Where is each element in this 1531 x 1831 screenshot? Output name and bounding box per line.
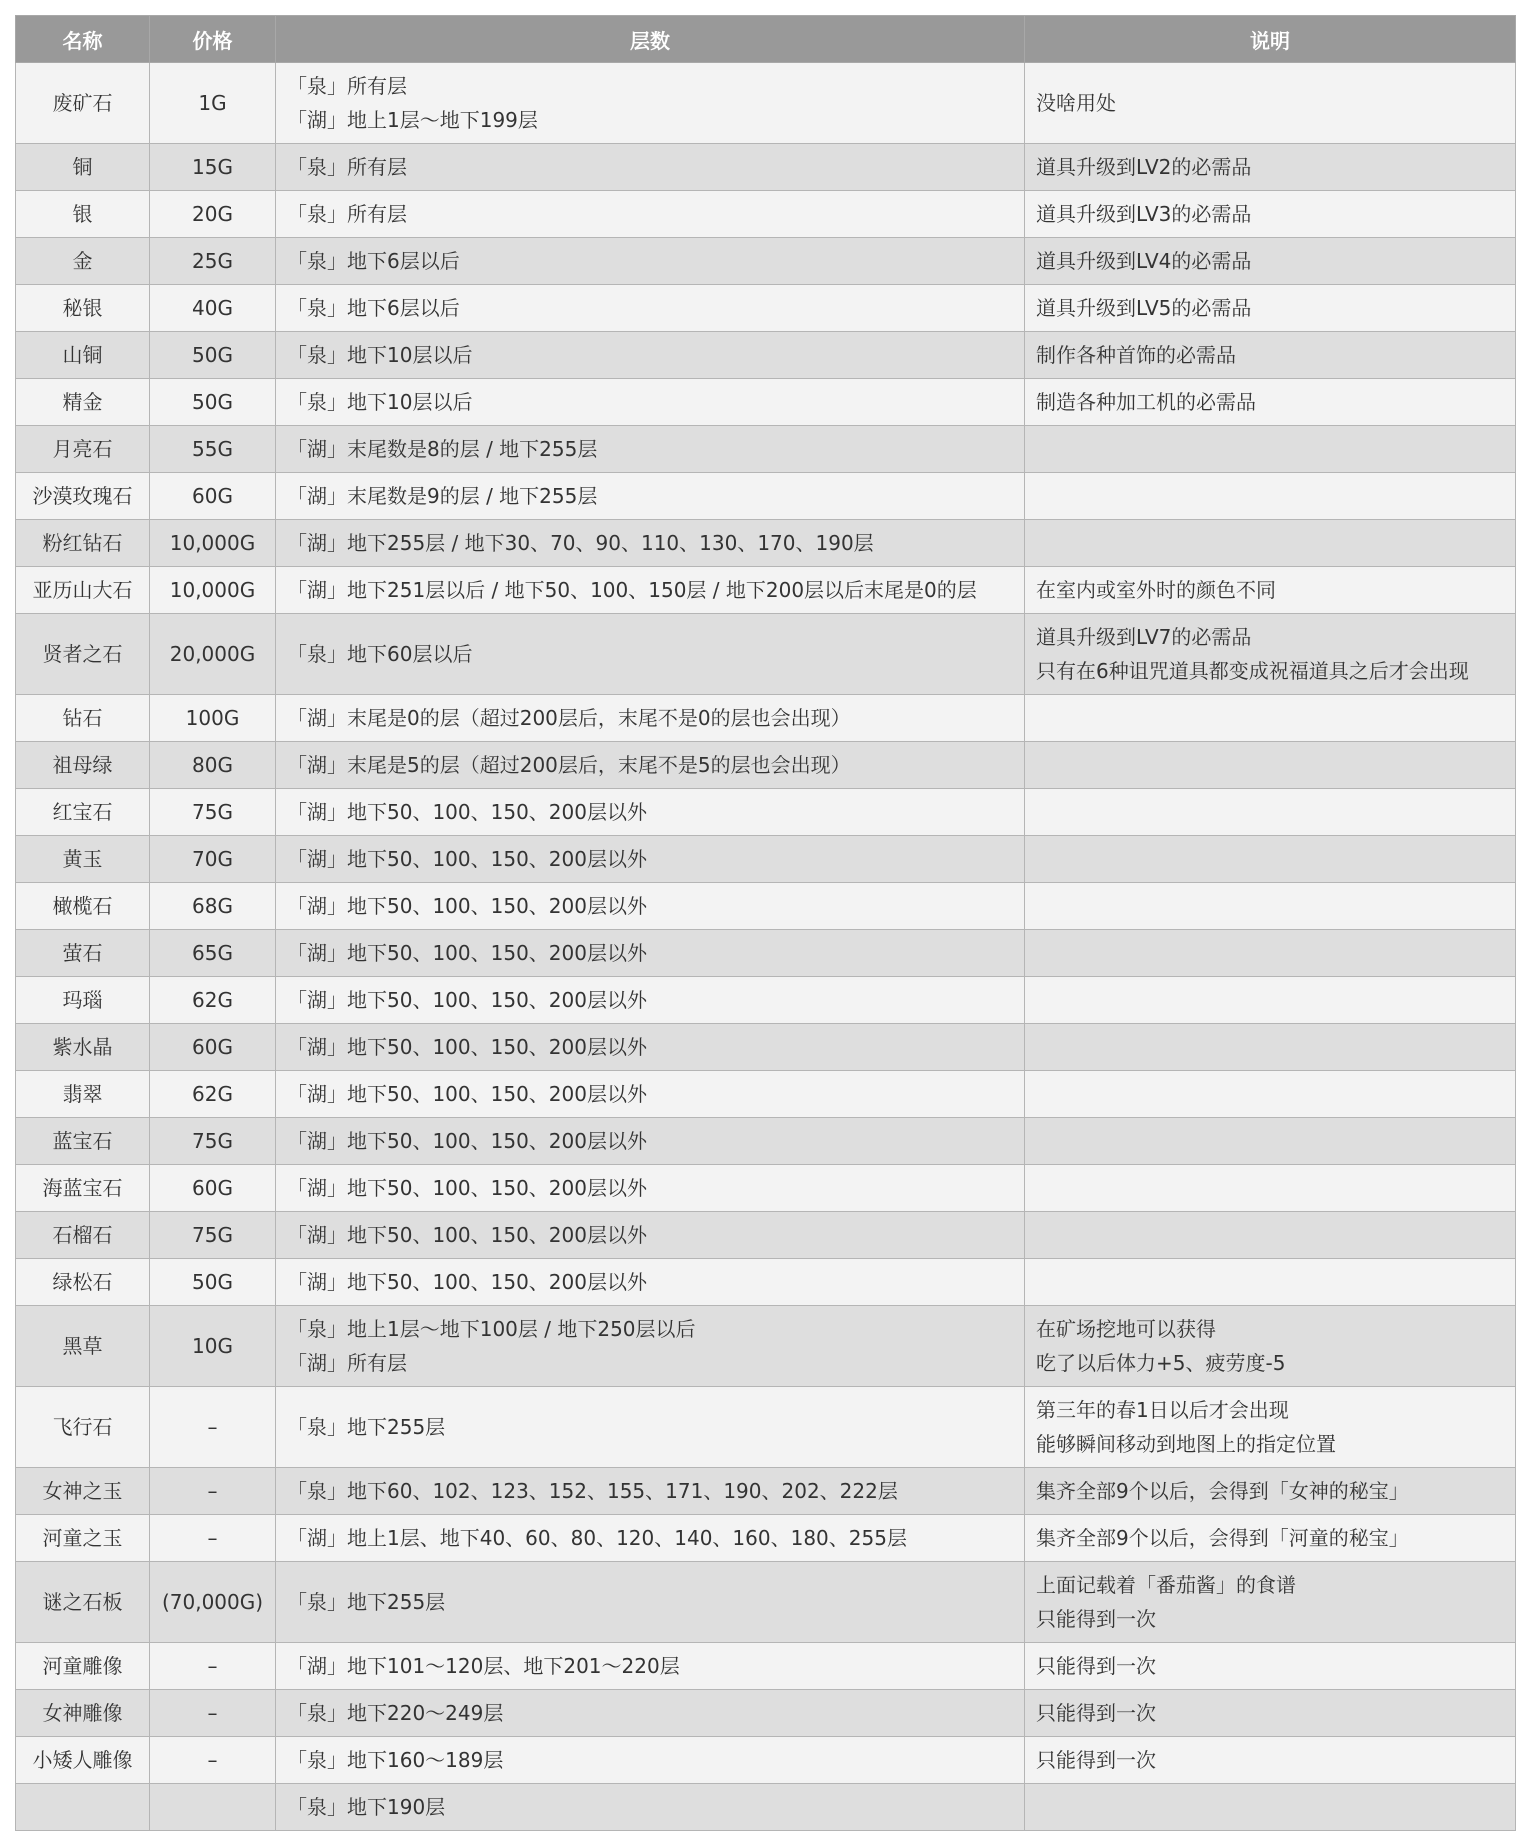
cell-floors — [276, 1690, 1025, 1737]
header-note: 说明 — [1025, 16, 1516, 63]
cell-floors — [276, 379, 1025, 426]
table-row — [16, 1562, 1516, 1643]
note-line: 制作各种首饰的必需品 — [1036, 343, 1236, 367]
floors-line: 「湖」地下50、100、150、200层以外 — [287, 988, 647, 1012]
floors-line: 「湖」所有层 — [287, 1351, 407, 1375]
cell-price: (70,000G) — [150, 1562, 276, 1643]
note-line: 上面记载着「番茄酱」的食谱 — [1036, 1573, 1296, 1597]
floors-line: 「泉」地下160～189层 — [287, 1748, 504, 1772]
cell-price: 75G — [150, 1212, 276, 1259]
cell-floors — [276, 1784, 1025, 1831]
cell-note — [1025, 930, 1516, 977]
table-row — [16, 836, 1516, 883]
cell-floors — [276, 742, 1025, 789]
table-row — [16, 789, 1516, 836]
cell-name: 女神雕像 — [16, 1690, 150, 1737]
note-line: 道具升级到LV3的必需品 — [1036, 202, 1252, 226]
floors-line: 「湖」地下50、100、150、200层以外 — [287, 1035, 647, 1059]
cell-floors — [276, 144, 1025, 191]
table-container — [15, 15, 1515, 1831]
cell-name: 小矮人雕像 — [16, 1737, 150, 1784]
table-row — [16, 1118, 1516, 1165]
cell-floors — [276, 1737, 1025, 1784]
floors-line: 「湖」地下50、100、150、200层以外 — [287, 894, 647, 918]
floors-line: 「泉」地下255层 — [287, 1590, 446, 1614]
cell-floors — [276, 1024, 1025, 1071]
cell-note — [1025, 742, 1516, 789]
note-line: 只能得到一次 — [1036, 1701, 1156, 1725]
floors-line: 「湖」地下50、100、150、200层以外 — [287, 1082, 647, 1106]
cell-note — [1025, 1387, 1516, 1468]
floors-line: 「湖」地上1层、地下40、60、80、120、140、160、180、255层 — [287, 1526, 907, 1550]
floors-line: 「湖」末尾是0的层（超过200层后，末尾不是0的层也会出现） — [287, 706, 851, 730]
cell-floors — [276, 930, 1025, 977]
cell-name: 蓝宝石 — [16, 1118, 150, 1165]
table-row — [16, 930, 1516, 977]
cell-price: 50G — [150, 1259, 276, 1306]
table-row — [16, 614, 1516, 695]
cell-name: 河童雕像 — [16, 1643, 150, 1690]
floors-line: 「泉」地下6层以后 — [287, 296, 460, 320]
cell-floors — [276, 1118, 1025, 1165]
floors-line: 「湖」末尾是5的层（超过200层后，末尾不是5的层也会出现） — [287, 753, 851, 777]
cell-name: 飞行石 — [16, 1387, 150, 1468]
floors-line: 「泉」地下255层 — [287, 1415, 446, 1439]
cell-note — [1025, 1024, 1516, 1071]
floors-line: 「湖」地下50、100、150、200层以外 — [287, 1176, 647, 1200]
cell-note — [1025, 1737, 1516, 1784]
cell-note — [1025, 473, 1516, 520]
cell-floors — [276, 977, 1025, 1024]
cell-name: 秘银 — [16, 285, 150, 332]
note-line: 吃了以后体力+5、疲劳度-5 — [1036, 1351, 1286, 1375]
table-row — [16, 520, 1516, 567]
cell-note — [1025, 695, 1516, 742]
cell-note — [1025, 1468, 1516, 1515]
header-floors: 层数 — [276, 16, 1025, 63]
cell-note — [1025, 1562, 1516, 1643]
floors-line: 「湖」末尾数是8的层 / 地下255层 — [287, 437, 598, 461]
floors-line: 「湖」地下50、100、150、200层以外 — [287, 847, 647, 871]
floors-line: 「湖」地下50、100、150、200层以外 — [287, 1270, 647, 1294]
table-row — [16, 473, 1516, 520]
table-row — [16, 238, 1516, 285]
cell-name: 红宝石 — [16, 789, 150, 836]
floors-line: 「湖」地下50、100、150、200层以外 — [287, 1129, 647, 1153]
cell-name: 谜之石板 — [16, 1562, 150, 1643]
cell-floors — [276, 836, 1025, 883]
cell-note — [1025, 977, 1516, 1024]
floors-line: 「泉」所有层 — [287, 202, 407, 226]
cell-name: 钻石 — [16, 695, 150, 742]
floors-line: 「湖」地上1层～地下199层 — [287, 108, 538, 132]
table-row — [16, 977, 1516, 1024]
table-row — [16, 191, 1516, 238]
cell-price: 15G — [150, 144, 276, 191]
table-row — [16, 332, 1516, 379]
cell-floors — [276, 789, 1025, 836]
floors-line: 「泉」地下220～249层 — [287, 1701, 504, 1725]
cell-note — [1025, 1690, 1516, 1737]
cell-price: 100G — [150, 695, 276, 742]
table-row — [16, 285, 1516, 332]
cell-note — [1025, 426, 1516, 473]
cell-note — [1025, 1212, 1516, 1259]
cell-name: 金 — [16, 238, 150, 285]
cell-price — [150, 1784, 276, 1831]
cell-note — [1025, 567, 1516, 614]
cell-note — [1025, 1165, 1516, 1212]
table-row — [16, 1643, 1516, 1690]
note-line: 道具升级到LV2的必需品 — [1036, 155, 1252, 179]
cell-price: – — [150, 1387, 276, 1468]
cell-price: 60G — [150, 1024, 276, 1071]
table-row — [16, 1306, 1516, 1387]
cell-note — [1025, 1071, 1516, 1118]
cell-note — [1025, 1259, 1516, 1306]
cell-price: – — [150, 1690, 276, 1737]
note-line: 没啥用处 — [1036, 91, 1116, 115]
cell-name: 河童之玉 — [16, 1515, 150, 1562]
note-line: 集齐全部9个以后，会得到「女神的秘宝」 — [1036, 1479, 1409, 1503]
cell-name: 黄玉 — [16, 836, 150, 883]
cell-note — [1025, 614, 1516, 695]
floors-line: 「泉」地下6层以后 — [287, 249, 460, 273]
cell-price: 10,000G — [150, 520, 276, 567]
table-row — [16, 1690, 1516, 1737]
note-line: 只能得到一次 — [1036, 1607, 1156, 1631]
cell-price: 20,000G — [150, 614, 276, 695]
cell-note — [1025, 63, 1516, 144]
floors-line: 「湖」地下255层 / 地下30、70、90、110、130、170、190层 — [287, 531, 874, 555]
cell-price: 1G — [150, 63, 276, 144]
cell-price: 10G — [150, 1306, 276, 1387]
note-line: 集齐全部9个以后，会得到「河童的秘宝」 — [1036, 1526, 1409, 1550]
table-row — [16, 742, 1516, 789]
cell-name: 银 — [16, 191, 150, 238]
cell-floors — [276, 285, 1025, 332]
cell-price: – — [150, 1515, 276, 1562]
floors-line: 「泉」地上1层～地下100层 / 地下250层以后 — [287, 1317, 696, 1341]
cell-price: 75G — [150, 789, 276, 836]
cell-note — [1025, 238, 1516, 285]
cell-note — [1025, 789, 1516, 836]
table-row — [16, 1784, 1516, 1831]
cell-floors — [276, 1306, 1025, 1387]
note-line: 道具升级到LV7的必需品 — [1036, 625, 1252, 649]
note-line: 在室内或室外时的颜色不同 — [1036, 578, 1276, 602]
cell-floors — [276, 614, 1025, 695]
table-row — [16, 1212, 1516, 1259]
cell-price: 50G — [150, 332, 276, 379]
cell-price: – — [150, 1643, 276, 1690]
cell-name: 玛瑙 — [16, 977, 150, 1024]
cell-floors — [276, 1212, 1025, 1259]
cell-note — [1025, 1118, 1516, 1165]
cell-note — [1025, 144, 1516, 191]
cell-floors — [276, 883, 1025, 930]
cell-price: 55G — [150, 426, 276, 473]
cell-name: 粉红钻石 — [16, 520, 150, 567]
cell-price: 65G — [150, 930, 276, 977]
cell-note — [1025, 191, 1516, 238]
cell-price: 25G — [150, 238, 276, 285]
cell-note — [1025, 1643, 1516, 1690]
cell-name: 橄榄石 — [16, 883, 150, 930]
cell-floors — [276, 695, 1025, 742]
cell-name: 黑草 — [16, 1306, 150, 1387]
table-row — [16, 883, 1516, 930]
cell-floors — [276, 1165, 1025, 1212]
table-row — [16, 567, 1516, 614]
table-row — [16, 144, 1516, 191]
table-row — [16, 695, 1516, 742]
cell-note — [1025, 1784, 1516, 1831]
cell-floors — [276, 1468, 1025, 1515]
cell-price: 68G — [150, 883, 276, 930]
table-row — [16, 1737, 1516, 1784]
cell-price: – — [150, 1737, 276, 1784]
cell-floors — [276, 520, 1025, 567]
cell-name: 萤石 — [16, 930, 150, 977]
cell-name: 贤者之石 — [16, 614, 150, 695]
table-header-row — [16, 16, 1516, 63]
cell-name: 石榴石 — [16, 1212, 150, 1259]
cell-price: 10,000G — [150, 567, 276, 614]
table-row — [16, 1024, 1516, 1071]
floors-line: 「湖」地下50、100、150、200层以外 — [287, 1223, 647, 1247]
floors-line: 「泉」地下60层以后 — [287, 642, 473, 666]
cell-name — [16, 1784, 150, 1831]
floors-line: 「湖」地下101～120层、地下201～220层 — [287, 1654, 680, 1678]
cell-price: 80G — [150, 742, 276, 789]
cell-price: 50G — [150, 379, 276, 426]
header-name: 名称 — [16, 16, 150, 63]
cell-price: 62G — [150, 977, 276, 1024]
cell-floors — [276, 332, 1025, 379]
cell-name: 绿松石 — [16, 1259, 150, 1306]
floors-line: 「湖」地下251层以后 / 地下50、100、150层 / 地下200层以后末尾是0的层 — [287, 578, 977, 602]
cell-floors — [276, 1562, 1025, 1643]
cell-floors — [276, 473, 1025, 520]
cell-price: 60G — [150, 1165, 276, 1212]
cell-floors — [276, 238, 1025, 285]
note-line: 在矿场挖地可以获得 — [1036, 1317, 1216, 1341]
table-row — [16, 1259, 1516, 1306]
note-line: 能够瞬间移动到地图上的指定位置 — [1036, 1432, 1336, 1456]
cell-name: 月亮石 — [16, 426, 150, 473]
floors-line: 「泉」地下60、102、123、152、155、171、190、202、222层 — [287, 1479, 898, 1503]
header-price: 价格 — [150, 16, 276, 63]
cell-price: 75G — [150, 1118, 276, 1165]
floors-line: 「泉」地下190层 — [287, 1795, 446, 1819]
note-line: 只能得到一次 — [1036, 1748, 1156, 1772]
note-line: 道具升级到LV5的必需品 — [1036, 296, 1252, 320]
cell-note — [1025, 520, 1516, 567]
cell-price: 40G — [150, 285, 276, 332]
floors-line: 「泉」地下10层以后 — [287, 390, 473, 414]
table-row — [16, 1515, 1516, 1562]
cell-price: 20G — [150, 191, 276, 238]
cell-price: 62G — [150, 1071, 276, 1118]
cell-floors — [276, 1259, 1025, 1306]
floors-line: 「湖」地下50、100、150、200层以外 — [287, 800, 647, 824]
table-body — [16, 63, 1516, 1831]
cell-note — [1025, 1515, 1516, 1562]
table-row — [16, 1468, 1516, 1515]
cell-name: 翡翠 — [16, 1071, 150, 1118]
cell-note — [1025, 285, 1516, 332]
note-line: 道具升级到LV4的必需品 — [1036, 249, 1252, 273]
floors-line: 「湖」地下50、100、150、200层以外 — [287, 941, 647, 965]
cell-floors — [276, 426, 1025, 473]
note-line: 第三年的春1日以后才会出现 — [1036, 1398, 1289, 1422]
table-row — [16, 426, 1516, 473]
cell-floors — [276, 1071, 1025, 1118]
cell-floors — [276, 567, 1025, 614]
floors-line: 「湖」末尾数是9的层 / 地下255层 — [287, 484, 598, 508]
cell-note — [1025, 379, 1516, 426]
floors-line: 「泉」地下10层以后 — [287, 343, 473, 367]
table-row — [16, 1071, 1516, 1118]
cell-name: 山铜 — [16, 332, 150, 379]
note-line: 只能得到一次 — [1036, 1654, 1156, 1678]
cell-price: – — [150, 1468, 276, 1515]
mineral-table — [15, 15, 1516, 1831]
cell-price: 60G — [150, 473, 276, 520]
cell-floors — [276, 63, 1025, 144]
table-row — [16, 379, 1516, 426]
cell-name: 精金 — [16, 379, 150, 426]
floors-line: 「泉」所有层 — [287, 74, 407, 98]
cell-name: 铜 — [16, 144, 150, 191]
note-line: 制造各种加工机的必需品 — [1036, 390, 1256, 414]
cell-floors — [276, 191, 1025, 238]
table-row — [16, 1387, 1516, 1468]
cell-floors — [276, 1515, 1025, 1562]
table-row — [16, 1165, 1516, 1212]
cell-name: 女神之玉 — [16, 1468, 150, 1515]
note-line: 只有在6种诅咒道具都变成祝福道具之后才会出现 — [1036, 659, 1469, 683]
cell-floors — [276, 1387, 1025, 1468]
cell-name: 海蓝宝石 — [16, 1165, 150, 1212]
floors-line: 「泉」所有层 — [287, 155, 407, 179]
cell-note — [1025, 836, 1516, 883]
cell-name: 紫水晶 — [16, 1024, 150, 1071]
cell-name: 沙漠玫瑰石 — [16, 473, 150, 520]
table-row — [16, 63, 1516, 144]
cell-name: 亚历山大石 — [16, 567, 150, 614]
cell-name: 祖母绿 — [16, 742, 150, 789]
cell-price: 70G — [150, 836, 276, 883]
cell-note — [1025, 332, 1516, 379]
cell-floors — [276, 1643, 1025, 1690]
cell-note — [1025, 1306, 1516, 1387]
cell-name: 废矿石 — [16, 63, 150, 144]
cell-note — [1025, 883, 1516, 930]
